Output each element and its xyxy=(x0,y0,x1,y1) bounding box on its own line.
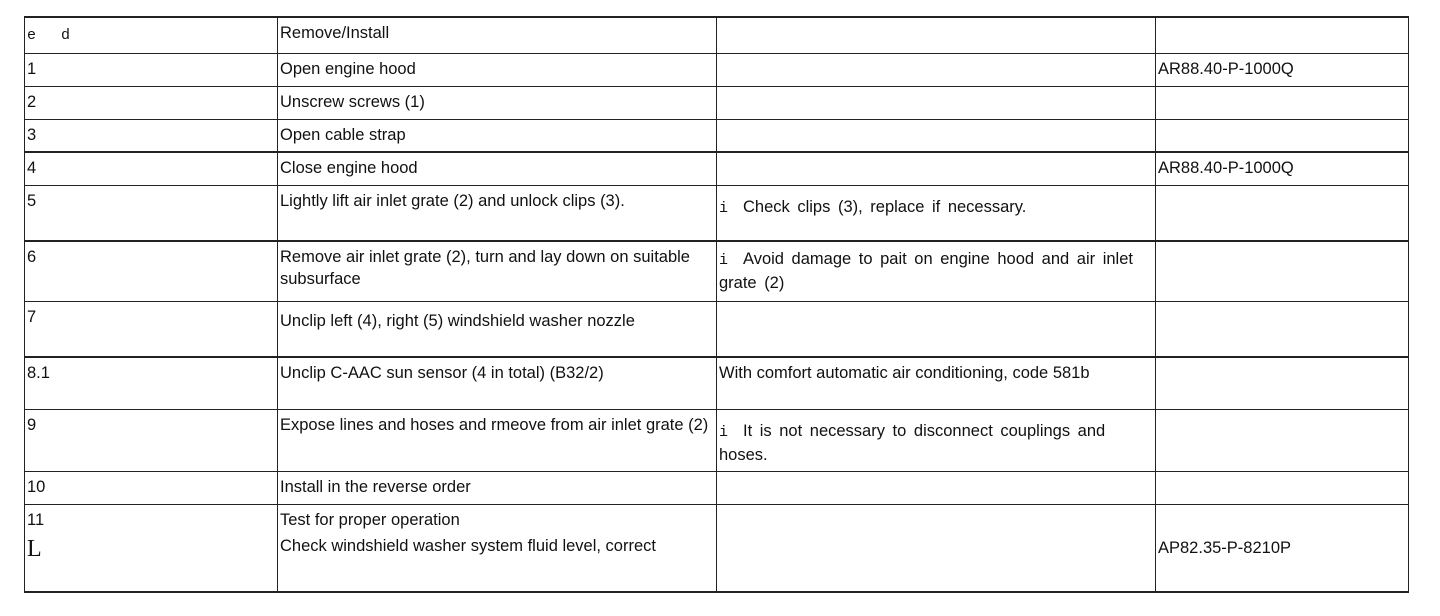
table-row xyxy=(25,86,1409,119)
step-number: 7 xyxy=(25,301,278,357)
operation-text: Unclip C-AAC sun sensor (4 in total) (B32/2) xyxy=(278,357,717,409)
note-text: Avoid damage to pait on engine hood and air inlet grate (2) xyxy=(719,250,1133,292)
step-number: 1 xyxy=(25,53,278,86)
step-cell xyxy=(25,504,278,592)
info-icon: i xyxy=(719,252,729,269)
step-number: 5 xyxy=(25,185,278,241)
note-text: Check clips (3), replace if necessary. xyxy=(743,197,1027,216)
step-number: 8.1 xyxy=(25,357,278,409)
reference-code xyxy=(1156,409,1409,471)
operation-text-secondary: Check windshield washer system fluid level, correct xyxy=(280,536,656,555)
step-number: 6 xyxy=(25,241,278,301)
reference-code: AR88.40-P-1000Q xyxy=(1156,152,1409,185)
reference-code: AP82.35-P-8210P xyxy=(1156,504,1409,592)
header-note-cell xyxy=(717,17,1156,53)
step-number: 10 xyxy=(25,471,278,504)
note-cell xyxy=(717,185,1156,241)
header-reference-cell xyxy=(1156,17,1409,53)
note-cell xyxy=(717,152,1156,185)
table-row xyxy=(25,119,1409,152)
reference-code xyxy=(1156,357,1409,409)
table-row xyxy=(25,185,1409,241)
table-row xyxy=(25,301,1409,357)
table-row xyxy=(25,471,1409,504)
header-row xyxy=(25,17,1409,53)
operation-text: Test for proper operation xyxy=(280,510,460,529)
step-number: 3 xyxy=(25,119,278,152)
operation-text: Remove air inlet grate (2), turn and lay down on suitable subsurface xyxy=(278,241,717,301)
note-cell xyxy=(717,357,1156,409)
note-cell xyxy=(717,301,1156,357)
reference-code: AR88.40-P-1000Q xyxy=(1156,53,1409,86)
info-icon: i xyxy=(719,199,729,217)
reference-code xyxy=(1156,185,1409,241)
note-cell xyxy=(717,471,1156,504)
reference-code xyxy=(1156,119,1409,152)
step-number: 9 xyxy=(25,409,278,471)
table-row xyxy=(25,504,1409,592)
note-text: With comfort automatic air conditioning, code 581b xyxy=(719,364,1090,382)
operation-text: Expose lines and hoses and rmeove from air inlet grate (2) xyxy=(278,409,717,471)
operation-cell xyxy=(278,504,717,592)
note-text: It is not necessary to disconnect couplings and hoses. xyxy=(719,421,1106,464)
note-cell xyxy=(717,241,1156,301)
operation-text: Unscrew screws (1) xyxy=(278,86,717,119)
reference-code xyxy=(1156,301,1409,357)
operation-text: Lightly lift air inlet grate (2) and unlock clips (3). xyxy=(278,185,717,241)
note-cell xyxy=(717,119,1156,152)
step-number: 11 xyxy=(27,510,45,529)
note-cell xyxy=(717,86,1156,119)
l-mark-symbol: L xyxy=(27,535,42,562)
table-row xyxy=(25,357,1409,409)
operation-text: Close engine hood xyxy=(278,152,717,185)
info-icon: i xyxy=(719,423,729,441)
table-row xyxy=(25,409,1409,471)
note-cell xyxy=(717,409,1156,471)
table-row xyxy=(25,241,1409,301)
header-step-cell: e d xyxy=(25,17,278,53)
note-cell xyxy=(717,504,1156,592)
reference-code xyxy=(1156,471,1409,504)
operation-text: Open cable strap xyxy=(278,119,717,152)
step-number: 4 xyxy=(25,152,278,185)
operation-text: Install in the reverse order xyxy=(278,471,717,504)
operation-text: Open engine hood xyxy=(278,53,717,86)
reference-code xyxy=(1156,86,1409,119)
reference-code xyxy=(1156,241,1409,301)
step-number: 2 xyxy=(25,86,278,119)
operation-text: Unclip left (4), right (5) windshield washer nozzle xyxy=(278,301,717,357)
table-row xyxy=(25,152,1409,185)
table-row xyxy=(25,53,1409,86)
procedure-table xyxy=(24,16,1409,593)
header-operation-cell: Remove/Install xyxy=(278,17,717,53)
note-cell xyxy=(717,53,1156,86)
